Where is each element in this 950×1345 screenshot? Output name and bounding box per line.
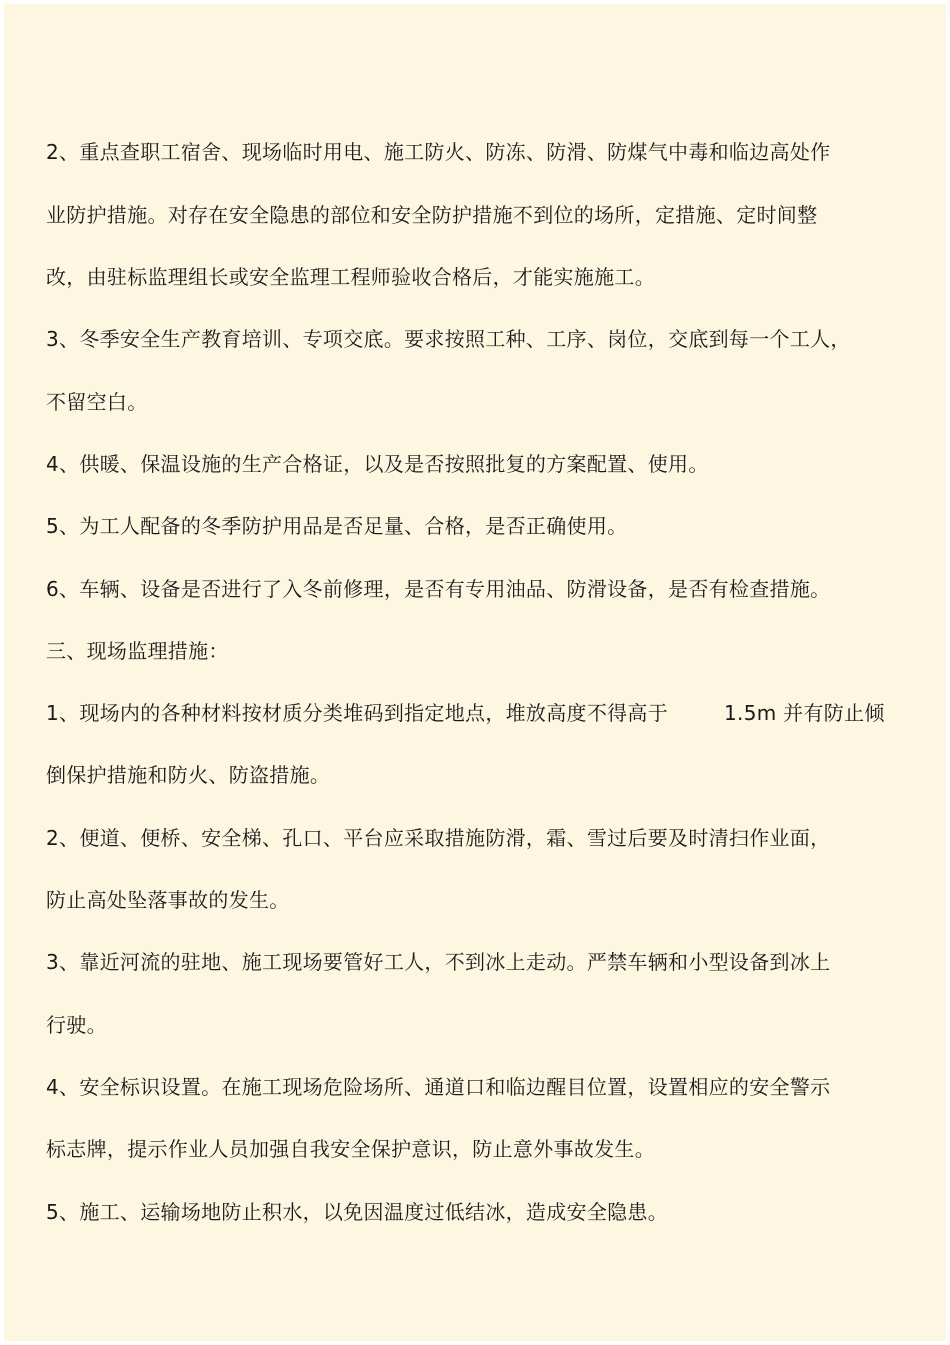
- text-line: 3、冬季安全生产教育培训、专项交底。要求按照工种、工序、岗位，交底到每一个工人，: [46, 327, 851, 351]
- text-segment: 1、现场内的各种材料按材质分类堆码到指定地点，堆放高度不得高于: [46, 701, 669, 725]
- text-line: 行驶。: [46, 1013, 107, 1037]
- text-line: 4、供暖、保温设施的生产合格证，以及是否按照批复的方案配置、使用。: [46, 452, 709, 476]
- text-line: 2、便道、便桥、安全梯、孔口、平台应采取措施防滑，霜、雪过后要及时清扫作业面，: [46, 826, 831, 850]
- text-line: 防止高处坠落事故的发生。: [46, 888, 290, 912]
- text-line: 倒保护措施和防火、防盗措施。: [46, 763, 331, 787]
- text-line: 2、重点查职工宿舍、现场临时用电、施工防火、防冻、防滑、防煤气中毒和临边高处作: [46, 140, 831, 164]
- text-line: 5、施工、运输场地防止积水，以免因温度过低结冰，造成安全隐患。: [46, 1200, 669, 1224]
- section-heading: 三、现场监理措施：: [46, 639, 229, 663]
- text-line: 改，由驻标监理组长或安全监理工程师验收合格后，才能实施施工。: [46, 265, 655, 289]
- text-line: 业防护措施。对存在安全隐患的部位和安全防护措施不到位的场所，定措施、定时间整: [46, 203, 818, 227]
- text-line: 4、安全标识设置。在施工现场危险场所、通道口和临边醒目位置，设置相应的安全警示: [46, 1075, 831, 1099]
- text-line: 标志牌，提示作业人员加强自我安全保护意识，防止意外事故发生。: [46, 1137, 655, 1161]
- text-line: 3、靠近河流的驻地、施工现场要管好工人，不到冰上走动。严禁车辆和小型设备到冰上: [46, 950, 831, 974]
- text-segment: 1.5m 并有防止倾: [724, 701, 885, 725]
- document-page: [4, 4, 946, 1341]
- text-line: [46, 700, 885, 726]
- text-line: 6、车辆、设备是否进行了入冬前修理，是否有专用油品、防滑设备，是否有检查措施。: [46, 577, 831, 601]
- text-line: 5、为工人配备的冬季防护用品是否足量、合格，是否正确使用。: [46, 514, 628, 538]
- text-line: 不留空白。: [46, 390, 148, 414]
